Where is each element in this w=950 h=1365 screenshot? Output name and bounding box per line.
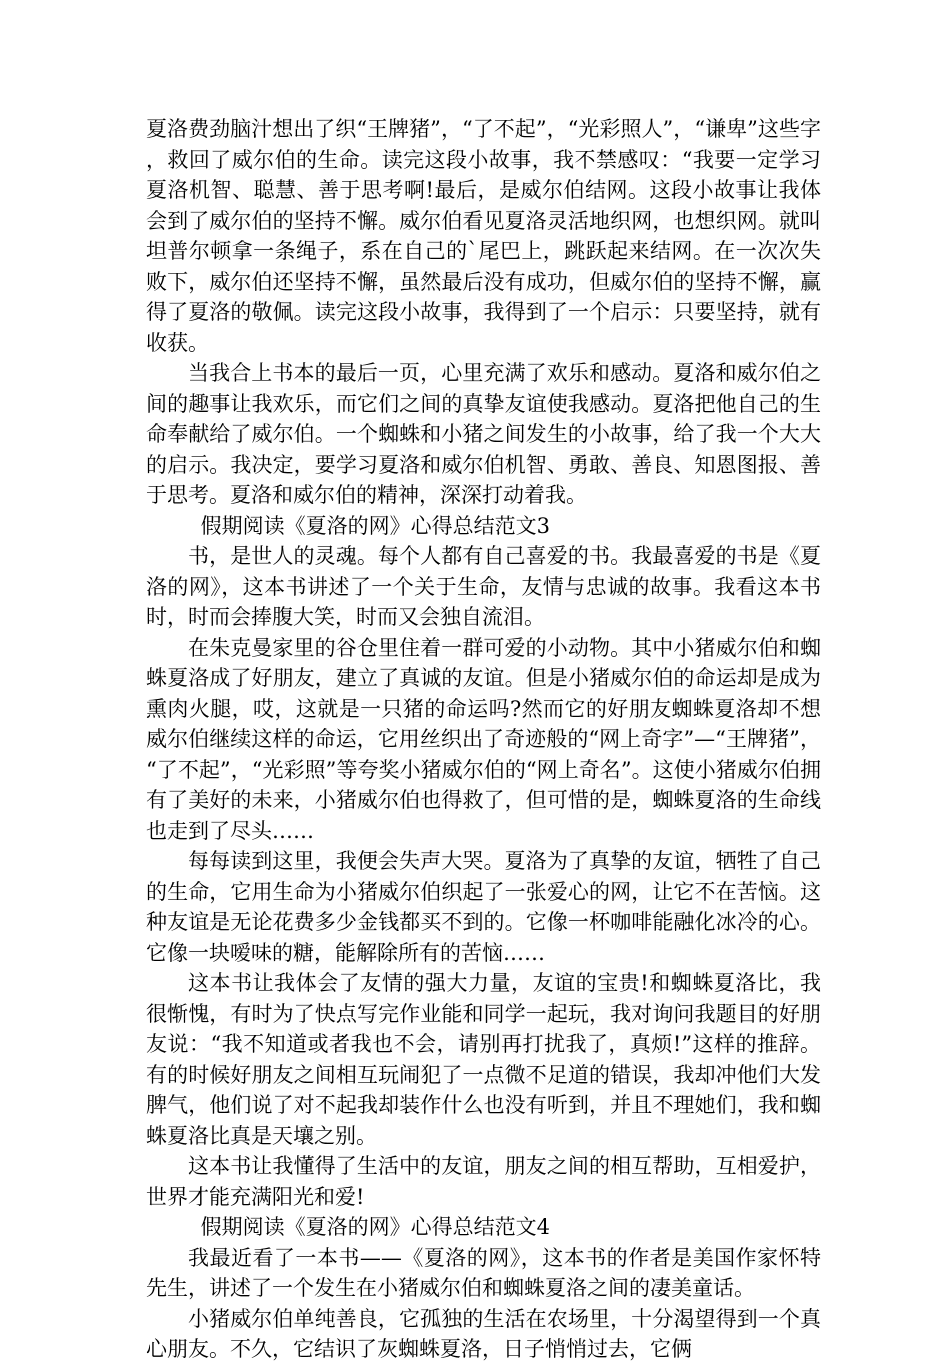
body-paragraph-8: 我最近看了一本书——《夏洛的网》，这本书的作者是美国作家怀特先生，讲述了一个发生在小猪威尔伯和蜘蛛夏洛之间的凄美童话。 (146, 1245, 821, 1300)
section-heading-4: 假期阅读《夏洛的网》心得总结范文4 (200, 1215, 550, 1239)
section-heading-3: 假期阅读《夏洛的网》心得总结范文3 (200, 513, 550, 538)
body-paragraph-6: 这本书让我体会了友情的强大力量，友谊的宝贵!和蜘蛛夏洛比，我很惭愧，有时为了快点写完作业能和同学一起玩，我对询问我题目的好朋友说：“我不知道或者我也不会，请别再打扰我了，真烦!”这样的推辞。有的时候好朋友之间相互玩闹犯了一点微不足道的错误，我却冲他们大发脾气，他们说了对不起我却装作什么也没有听到，并且不理她们，我和蜘蛛夏洛比真是天壤之别。 (146, 971, 821, 1148)
body-paragraph-9: 小猪威尔伯单纯善良，它孤独的生活在农场里，十分渴望得到一个真心朋友。不久，它结识了灰蜘蛛夏洛，日子悄悄过去，它俩 (146, 1306, 821, 1361)
body-paragraph-2: 当我合上书本的最后一页，心里充满了欢乐和感动。夏洛和威尔伯之间的趣事让我欢乐，而它们之间的真挚友谊使我感动。夏洛把他自己的生命奉献给了威尔伯。一个蜘蛛和小猪之间发生的小故事，给了我一个大大的启示。我决定，要学习夏洛和威尔伯机智、勇敢、善良、知恩图报、善于思考。夏洛和威尔伯的精神，深深打动着我。 (146, 361, 821, 507)
body-paragraph-4: 在朱克曼家里的谷仓里住着一群可爱的小动物。其中小猪威尔伯和蜘蛛夏洛成了好朋友，建立了真诚的友谊。但是小猪威尔伯的命运却是成为熏肉火腿，哎，这就是一只猪的命运吗?然而它的好朋友蜘蛛夏洛却不想威尔伯继续这样的命运，它用丝织出了奇迹般的“网上奇字”—“王牌猪”，“了不起”，“光彩照”等夸奖小猪威尔伯的“网上奇名”。这使小猪威尔伯拥有了美好的未来，小猪威尔伯也得救了，但可惜的是，蜘蛛夏洛的生命线也走到了尽头…… (146, 635, 821, 843)
body-paragraph-7: 这本书让我懂得了生活中的友谊，朋友之间的相互帮助，互相爱护，世界才能充满阳光和爱! (146, 1154, 821, 1209)
body-paragraph-1: 夏洛费劲脑汁想出了织“王牌猪”，“了不起”，“光彩照人”，“谦卑”这些字，救回了威尔伯的生命。读完这段小故事，我不禁感叹：“我要一定学习夏洛机智、聪慧、善于思考啊!最后，是威尔伯结网。这段小故事让我体会到了威尔伯的坚持不懈。威尔伯看见夏洛灵活地织网，也想织网。就叫坦普尔顿拿一条绳子，系在自己的`尾巴上，跳跃起来结网。在一次次失败下，威尔伯还坚持不懈，虽然最后没有成功，但威尔伯的坚持不懈，赢得了夏洛的敬佩。读完这段小故事，我得到了一个启示：只要坚持，就有收获。 (146, 117, 821, 355)
body-paragraph-5: 每每读到这里，我便会失声大哭。夏洛为了真挚的友谊，牺牲了自己的生命，它用生命为小猪威尔伯织起了一张爱心的网，让它不在苦恼。这种友谊是无论花费多少金钱都买不到的。它像一杯咖啡能融化冰冷的心。它像一块嗳味的糖，能解除所有的苦恼…… (146, 849, 821, 965)
body-paragraph-3: 书，是世人的灵魂。每个人都有自己喜爱的书。我最喜爱的书是《夏洛的网》，这本书讲述了一个关于生命，友情与忠诚的故事。我看这本书时，时而会捧腹大笑，时而又会独自流泪。 (146, 544, 821, 629)
document-page (146, 114, 821, 1365)
